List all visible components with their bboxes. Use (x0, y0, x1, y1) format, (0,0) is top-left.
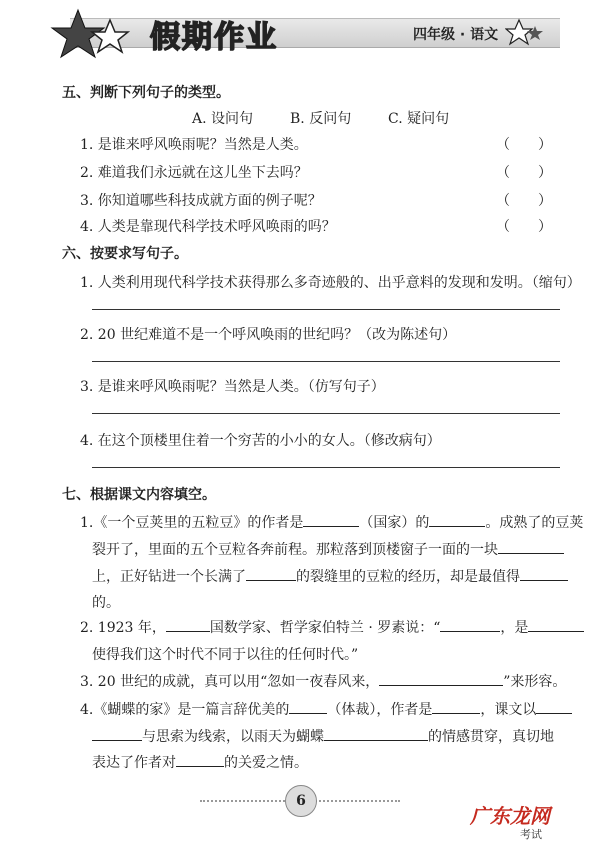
s7-q3 (80, 671, 566, 691)
text: 的裂缝里的豆粒的经历，却是最值得 (296, 569, 520, 585)
section-5-title: 五、判断下列句子的类型。 (62, 85, 230, 101)
text: 与思索为线索，以雨天为蝴蝶 (142, 729, 324, 745)
answer-paren[interactable]: （ ） (496, 193, 552, 209)
fill-blank[interactable] (432, 699, 480, 714)
option-c: C. 疑问句 (388, 111, 450, 127)
fill-blank[interactable] (246, 566, 296, 581)
s6-question: 1. 人类利用现代科学技术获得那么多奇迹般的、出乎意料的发现和发明。（缩句） (80, 275, 581, 291)
page-title: 假期作业 (150, 20, 278, 55)
answer-line[interactable] (92, 467, 560, 468)
text: 表达了作者对 (92, 755, 176, 771)
s6-question: 4. 在这个顶楼里住着一个穷苦的小小的女人。（修改病句） (80, 433, 441, 449)
text: 4.《蝴蝶的家》是一篇言辞优美的 (80, 702, 290, 718)
page-header (0, 0, 600, 64)
answer-paren[interactable]: （ ） (496, 165, 552, 181)
s5-question: 1. 是谁来呼风唤雨呢？当然是人类。 (80, 137, 308, 153)
s7-q1-line4 (92, 592, 120, 612)
text: 。成熟了的豆荚 (485, 515, 584, 531)
fill-blank[interactable] (303, 512, 359, 527)
s7-q2-line2 (92, 644, 358, 664)
fill-blank[interactable] (528, 617, 584, 632)
fill-blank[interactable] (498, 539, 564, 554)
fill-blank[interactable] (429, 512, 485, 527)
s7-q1-line1 (80, 512, 583, 532)
fill-blank[interactable] (520, 566, 568, 581)
section-6-title: 六、按要求写句子。 (62, 246, 188, 262)
s5-question: 2. 难道我们永远就在这儿坐下去吗？ (80, 165, 308, 181)
s7-q1-line2 (92, 539, 564, 559)
page-footer (200, 780, 400, 820)
s6-question: 2. 20 世纪难道不是一个呼风唤雨的世纪吗？（改为陈述句） (80, 327, 457, 343)
text: 3. 20 世纪的成就，真可以用“忽如一夜春风来， (80, 674, 380, 690)
answer-line[interactable] (92, 361, 560, 362)
text: 的。 (92, 595, 120, 611)
text: 裂开了，里面的五个豆粒各奔前程。那粒落到顶楼窗子一面的一块 (92, 542, 498, 558)
text: （体裁），作者是 (327, 702, 433, 718)
option-b: B. 反问句 (290, 111, 352, 127)
text: 2. 1923 年， (80, 620, 166, 636)
text: 使得我们这个时代不同于以往的任何时代。” (92, 647, 359, 663)
fill-blank[interactable] (324, 726, 428, 741)
s5-question: 3. 你知道哪些科技成就方面的例子呢？ (80, 193, 322, 209)
watermark-caption: 考试 (520, 828, 542, 841)
option-a: A. 设问句 (192, 111, 254, 127)
s7-q4-line1 (80, 699, 572, 719)
section-7-title: 七、根据课文内容填空。 (62, 487, 216, 503)
fill-blank[interactable] (440, 617, 500, 632)
s6-question: 3. 是谁来呼风唤雨呢？当然是人类。（仿写句子） (80, 379, 385, 395)
fill-blank[interactable] (379, 671, 503, 686)
answer-line[interactable] (92, 309, 560, 310)
text: 1.《一个豆荚里的五粒豆》的作者是 (80, 515, 304, 531)
text: 上，正好钻进一个长满了 (92, 569, 246, 585)
s5-question: 4. 人类是靠现代科学技术呼风唤雨的吗？ (80, 219, 336, 235)
grade-subject-label: 四年级 · 语文 (413, 27, 499, 43)
text: 国数学家、哲学家伯特兰 · 罗素说：“ (209, 620, 441, 636)
text: （国家）的 (359, 515, 430, 531)
text: ，是 (500, 620, 529, 636)
fill-blank[interactable] (289, 699, 327, 714)
text: ”来形容。 (503, 674, 567, 690)
star-decoration-icon (48, 6, 138, 61)
answer-paren[interactable]: （ ） (496, 137, 552, 153)
s7-q2-line1 (80, 617, 584, 637)
fill-blank[interactable] (176, 752, 224, 767)
fill-blank[interactable] (92, 726, 142, 741)
star-decoration-icon (505, 18, 545, 48)
fill-blank[interactable] (536, 699, 572, 714)
text: ，课文以 (480, 702, 537, 718)
s7-q1-line3 (92, 566, 568, 586)
fill-blank[interactable] (166, 617, 210, 632)
text: 的情感贯穿，真切地 (428, 729, 554, 745)
s7-q4-line3 (92, 752, 308, 772)
s7-q4-line2 (92, 726, 554, 746)
answer-paren[interactable]: （ ） (496, 219, 552, 235)
page-number: 6 (285, 785, 317, 817)
watermark-logo: 广东龙网 (470, 804, 550, 828)
text: 的关爱之情。 (224, 755, 308, 771)
answer-line[interactable] (92, 413, 560, 414)
